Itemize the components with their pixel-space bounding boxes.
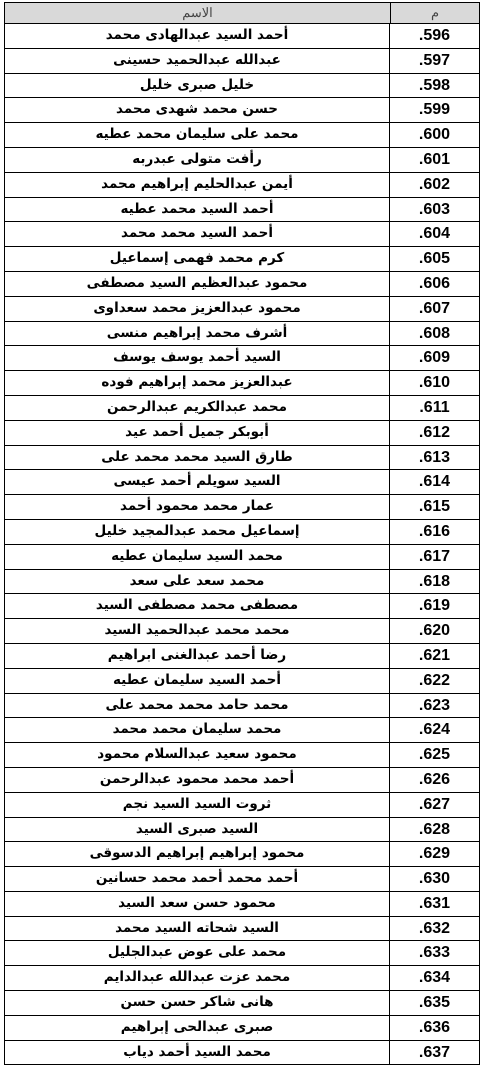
name-cell: أيمن عبدالحليم إبراهيم محمد [5, 173, 390, 197]
table-row [5, 396, 479, 421]
number-cell: .611 [419, 398, 450, 416]
number-cell: .630 [418, 870, 451, 888]
name-cell: محمود إبراهيم إبراهيم الدسوقى [5, 842, 390, 866]
number-cell: .636 [418, 1018, 451, 1036]
number-cell: .629 [418, 845, 451, 863]
table-row [5, 470, 479, 495]
number-cell: .607 [418, 299, 451, 317]
table-row [5, 768, 479, 793]
table-row [5, 570, 479, 595]
number-cell: .633 [418, 944, 451, 962]
number-cell: .627 [418, 795, 451, 813]
table-row [5, 247, 479, 272]
number-cell: .624 [418, 721, 451, 739]
number-cell: .637 [418, 1043, 451, 1061]
name-cell: رأفت متولى عبدربه [5, 148, 390, 172]
table-row [5, 24, 479, 49]
table-row [5, 842, 479, 867]
table-row [5, 49, 479, 74]
table-row [5, 74, 479, 99]
table-row [5, 818, 479, 843]
name-cell: أحمد السيد محمد عطيه [5, 198, 390, 222]
name-cell: خليل صبرى خليل [5, 74, 390, 98]
table-row [5, 346, 479, 371]
table-row [5, 966, 479, 991]
table-row [5, 446, 479, 471]
number-cell: .615 [418, 498, 451, 516]
table-row [5, 1041, 479, 1065]
number-cell: .599 [418, 101, 451, 119]
name-cell: طارق السيد محمد محمد على [5, 446, 390, 470]
name-cell: أبوبكر جميل أحمد عيد [5, 421, 390, 445]
name-cell: محمد عبدالكريم عبدالرحمن [5, 396, 390, 420]
number-cell: .602 [418, 175, 451, 193]
number-cell: .613 [418, 448, 451, 466]
number-cell: .635 [418, 994, 451, 1012]
table-row [5, 520, 479, 545]
name-cell: السيد شحاته السيد محمد [5, 917, 390, 941]
names-table [4, 2, 480, 1065]
number-cell: .600 [418, 126, 451, 144]
table-row [5, 941, 479, 966]
name-cell: السيد صبرى السيد [5, 818, 390, 842]
name-cell: رضا أحمد عبدالغنى ابراهيم [5, 644, 390, 668]
number-cell: .605 [418, 250, 451, 268]
number-cell: .632 [418, 919, 451, 937]
name-cell: أحمد السيد سليمان عطيه [5, 669, 390, 693]
name-cell: محمود سعيد عبدالسلام محمود [5, 743, 390, 767]
number-cell: .631 [418, 894, 451, 912]
table-row [5, 545, 479, 570]
table-row [5, 198, 479, 223]
number-cell: .610 [418, 374, 451, 392]
number-cell: .622 [418, 671, 451, 689]
number-cell: .626 [418, 770, 451, 788]
table-row [5, 123, 479, 148]
number-cell: .628 [418, 820, 451, 838]
name-cell: محمود عبدالعظيم السيد مصطفى [5, 272, 390, 296]
name-cell: محمد على سليمان محمد عطيه [5, 123, 390, 147]
table-row [5, 173, 479, 198]
name-cell: كرم محمد فهمى إسماعيل [5, 247, 390, 271]
name-cell: عبدالله عبدالحميد حسينى [5, 49, 390, 73]
name-cell: السيد أحمد يوسف يوسف [5, 346, 390, 370]
table-row [5, 669, 479, 694]
table-row [5, 743, 479, 768]
name-cell: أحمد محمد أحمد محمد حسانين [5, 867, 390, 891]
table-row [5, 297, 479, 322]
name-cell: أحمد محمد محمود عبدالرحمن [5, 768, 390, 792]
name-cell: السيد سويلم أحمد عيسى [5, 470, 390, 494]
header-number-column: م [430, 5, 440, 20]
name-cell: حسن محمد شهدى محمد [5, 98, 390, 122]
header-name-column: الاسم [5, 3, 391, 23]
number-cell: .597 [418, 51, 451, 69]
table-row [5, 694, 479, 719]
table-row [5, 917, 479, 942]
number-cell: .618 [418, 572, 451, 590]
table-row [5, 495, 479, 520]
number-cell: .604 [418, 225, 451, 243]
number-cell: .620 [418, 622, 451, 640]
name-cell: محمود عبدالعزيز محمد سعداوى [5, 297, 390, 321]
table-row [5, 148, 479, 173]
name-cell: أحمد السيد محمد محمد [5, 222, 390, 246]
table-row [5, 991, 479, 1016]
name-cell: محمد على عوض عبدالجليل [5, 941, 390, 965]
number-cell: .616 [418, 522, 451, 540]
table-row [5, 718, 479, 743]
name-cell: إسماعيل محمد عبدالمجيد خليل [5, 520, 390, 544]
table-body [5, 24, 479, 1064]
number-cell: .614 [418, 473, 451, 491]
table-row [5, 371, 479, 396]
name-cell: محمد السيد أحمد دياب [5, 1041, 390, 1065]
name-cell: محمد محمد عبدالحميد السيد [5, 619, 390, 643]
name-cell: محمد حامد محمد محمد على [5, 694, 390, 718]
table-row [5, 892, 479, 917]
table-row [5, 272, 479, 297]
table-row [5, 644, 479, 669]
number-cell: .601 [418, 150, 451, 168]
number-cell: .606 [418, 274, 451, 292]
table-row [5, 222, 479, 247]
name-cell: ثروت السيد السيد نجم [5, 793, 390, 817]
name-cell: هانى شاكر حسن حسن [5, 991, 390, 1015]
table-row [5, 421, 479, 446]
table-row [5, 867, 479, 892]
table-row [5, 619, 479, 644]
table-row [5, 594, 479, 619]
table-row [5, 322, 479, 347]
number-cell: .598 [418, 76, 451, 94]
table-row [5, 793, 479, 818]
name-cell: صبرى عبدالحى إبراهيم [5, 1016, 390, 1040]
number-cell: .612 [418, 423, 451, 441]
name-cell: أحمد السيد عبدالهادى محمد [5, 24, 390, 48]
number-cell: .596 [418, 27, 451, 44]
number-cell: .621 [418, 646, 451, 664]
number-cell: .617 [418, 547, 451, 565]
number-cell: .623 [418, 696, 451, 714]
name-cell: أشرف محمد إبراهيم منسى [5, 322, 390, 346]
table-header [5, 2, 479, 24]
number-cell: .609 [418, 349, 451, 367]
number-cell: .619 [418, 597, 451, 615]
name-cell: محمد سعد على سعد [5, 570, 390, 594]
number-cell: .608 [418, 324, 451, 342]
table-row [5, 1016, 479, 1041]
number-cell: .603 [418, 200, 451, 218]
name-cell: عبدالعزيز محمد إبراهيم فوده [5, 371, 390, 395]
name-cell: عمار محمد محمود أحمد [5, 495, 390, 519]
name-cell: مصطفى محمد مصطفى السيد [5, 594, 390, 618]
number-cell: .634 [418, 969, 451, 987]
table-row [5, 98, 479, 123]
number-cell: .625 [418, 746, 451, 764]
name-cell: محمود حسن سعد السيد [5, 892, 390, 916]
name-cell: محمد السيد سليمان عطيه [5, 545, 390, 569]
name-cell: محمد عزت عبدالله عبدالدايم [5, 966, 390, 990]
name-cell: محمد سليمان محمد محمد [5, 718, 390, 742]
